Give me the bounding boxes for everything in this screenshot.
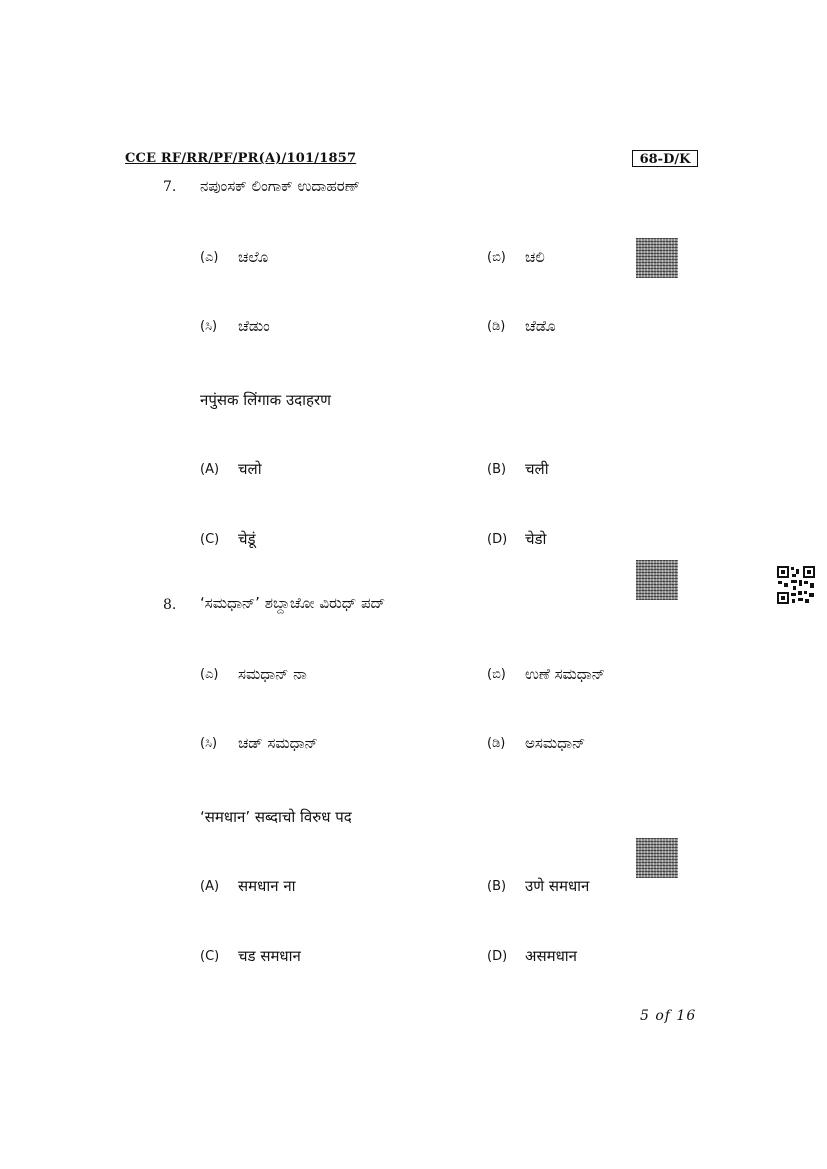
question-8-devanagari-text: ‘समधान’ सब्दाचो विरुध पद	[200, 808, 352, 826]
q7-kn-option-a-label: (ಎ)	[200, 250, 219, 265]
q8-kn-option-b-label: (ಬಿ)	[487, 667, 506, 682]
q7-dv-option-c-text: चेडूं	[238, 530, 256, 548]
question-8-kannada-text: ‘ಸಮಧಾನ್’ ಶಬ್ದಾಚೋ ವಿರುಧ್ ಪದ್	[200, 594, 386, 612]
q7-dv-option-a-label: (A)	[200, 462, 220, 477]
exam-code: CCE RF/RR/PF/PR(A)/101/1857	[125, 151, 357, 166]
question-7-devanagari-text: नपुंसक लिंगाक उदाहरण	[200, 391, 331, 409]
q8-kn-option-d-label: (ಡಿ)	[487, 736, 506, 751]
paper-code-box: 68-D/K	[632, 150, 698, 167]
q8-dv-option-c-text: चड समधान	[238, 947, 301, 965]
q7-kn-option-b-text: ಚಲಿ	[525, 248, 545, 266]
question-7-number: 7.	[163, 179, 177, 195]
q8-dv-option-d-text: असमधान	[525, 947, 578, 965]
q8-kn-option-c-text: ಚಡ್ ಸಮಧಾನ್	[238, 734, 318, 752]
q8-dv-option-a-text: समधान ना	[238, 877, 296, 895]
q8-kn-option-b-text: ಉಣೆ ಸಮಧಾನ್	[525, 665, 605, 683]
question-8-number: 8.	[163, 597, 177, 613]
q7-kn-option-a-text: ಚಲೊ	[238, 248, 269, 266]
q7-dv-option-a-text: चलो	[238, 460, 262, 478]
q8-dv-option-b-label: (B)	[487, 879, 507, 894]
qr-code-icon	[776, 565, 816, 605]
q8-kn-option-d-text: ಅಸಮಧಾನ್	[525, 734, 586, 752]
q8-dv-option-c-label: (C)	[200, 949, 220, 964]
q7-dv-option-b-label: (B)	[487, 462, 507, 477]
q7-kn-option-c-label: (ಸಿ)	[200, 319, 218, 334]
q8-dv-option-b-text: उणे समधान	[525, 877, 590, 895]
q7-kn-option-d-label: (ಡಿ)	[487, 319, 506, 334]
q7-kn-option-d-text: ಚೆಡೊ	[525, 317, 556, 335]
security-noise-mark	[636, 838, 678, 878]
q7-kn-option-c-text: ಚೆಡುಂ	[238, 317, 270, 335]
q7-dv-option-d-text: चेडो	[525, 530, 547, 548]
q8-kn-option-a-label: (ಎ)	[200, 667, 219, 682]
q8-dv-option-d-label: (D)	[487, 949, 508, 964]
q7-dv-option-d-label: (D)	[487, 532, 508, 547]
security-noise-mark	[636, 238, 678, 278]
q7-kn-option-b-label: (ಬಿ)	[487, 250, 506, 265]
question-7-kannada-text: ನಪುಂಸಕ್ ಲಿಂಗಾಕ್ ಉದಾಹರಣ್	[200, 177, 360, 195]
security-noise-mark	[636, 560, 678, 600]
q7-dv-option-c-label: (C)	[200, 532, 220, 547]
q7-dv-option-b-text: चली	[525, 460, 549, 478]
page-number: 5 of 16	[640, 1008, 697, 1024]
q8-dv-option-a-label: (A)	[200, 879, 220, 894]
q8-kn-option-a-text: ಸಮಧಾನ್ ನಾ	[238, 665, 307, 683]
q8-kn-option-c-label: (ಸಿ)	[200, 736, 218, 751]
